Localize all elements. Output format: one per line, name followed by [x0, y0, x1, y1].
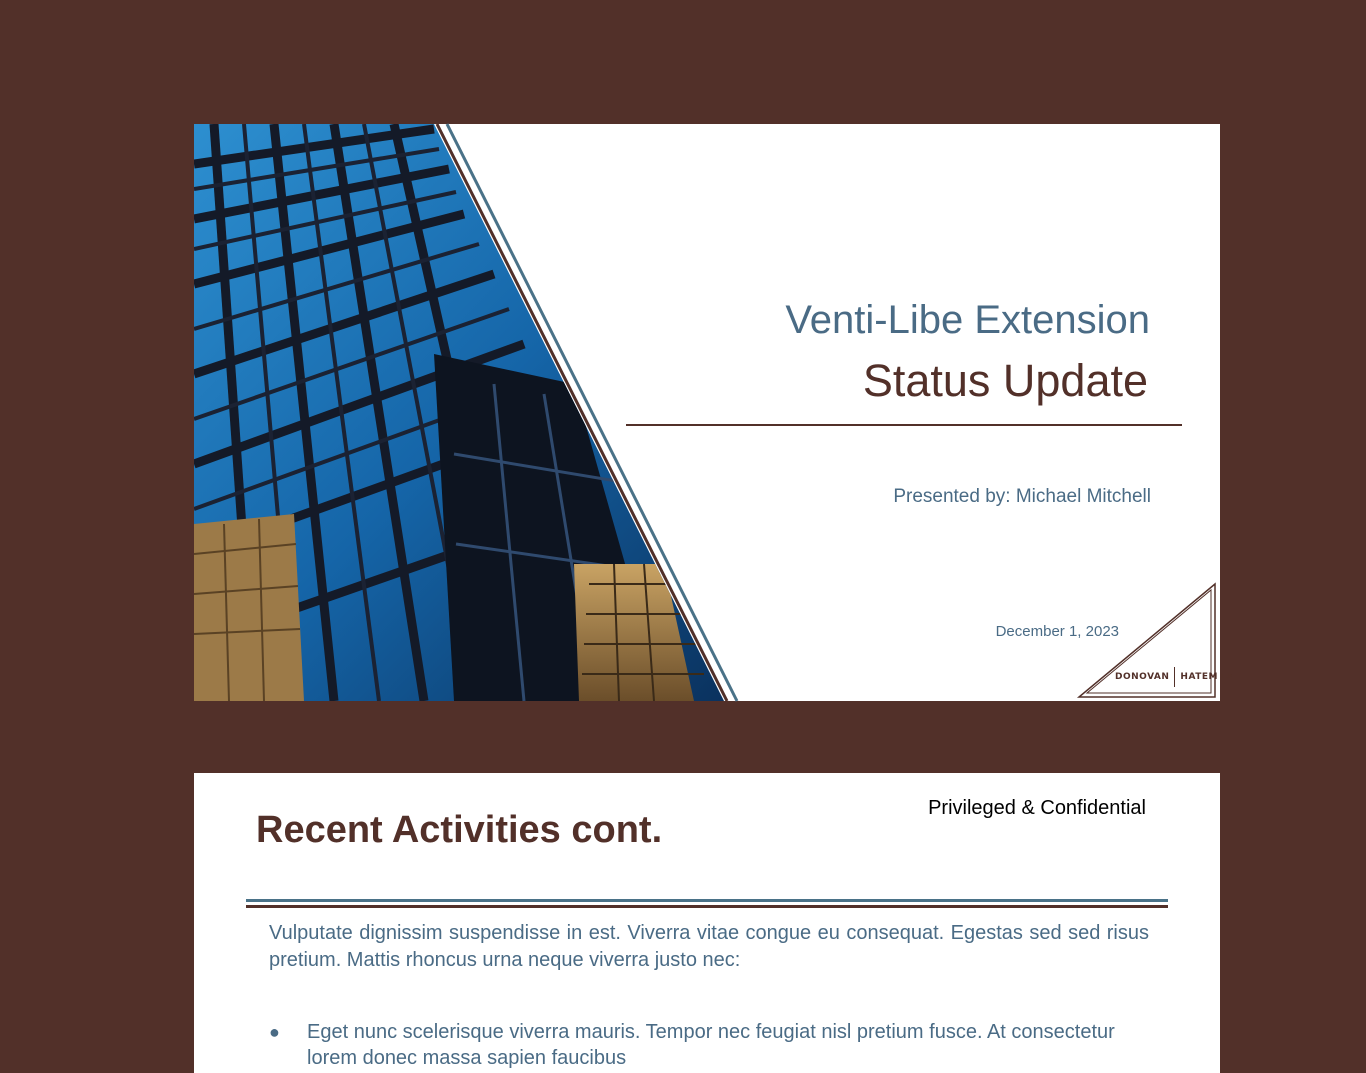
- logo-left-word: DONOVAN: [1115, 672, 1170, 682]
- bullet-icon: ●: [269, 1022, 280, 1042]
- logo-separator: [1174, 667, 1175, 687]
- logo-suffix: LLP: [1220, 674, 1233, 680]
- content-slide: [194, 773, 1220, 1073]
- bullet-item: Eget nunc scelerisque viverra mauris. Tempor nec feugiat nisl pretium fusce. At consectetur lorem donec massa sapien faucibus: [307, 1021, 1115, 1069]
- title-line-1: Venti-Libe Extension: [785, 298, 1150, 342]
- date-text: December 1, 2023: [995, 623, 1119, 640]
- heading-rule-blue: [246, 899, 1168, 902]
- building-photo: [194, 124, 1220, 701]
- title-divider: [626, 424, 1182, 426]
- firm-logo: [1115, 667, 1233, 687]
- title-line-2: Status Update: [862, 355, 1148, 406]
- body-paragraph: Vulputate dignissim suspendisse in est. Viverra vitae congue eu consequat. Egestas sed sed risus pretium. Mattis rhoncus urna neque viverra justo nec:: [269, 922, 1149, 971]
- logo-right-word: HATEM: [1180, 672, 1218, 682]
- heading-rule-brown: [246, 905, 1168, 908]
- presenter-text: Presented by: Michael Mitchell: [893, 486, 1151, 507]
- title-slide: [194, 124, 1233, 701]
- slide-heading: Recent Activities cont.: [256, 809, 663, 851]
- confidential-label: Privileged & Confidential: [928, 797, 1146, 819]
